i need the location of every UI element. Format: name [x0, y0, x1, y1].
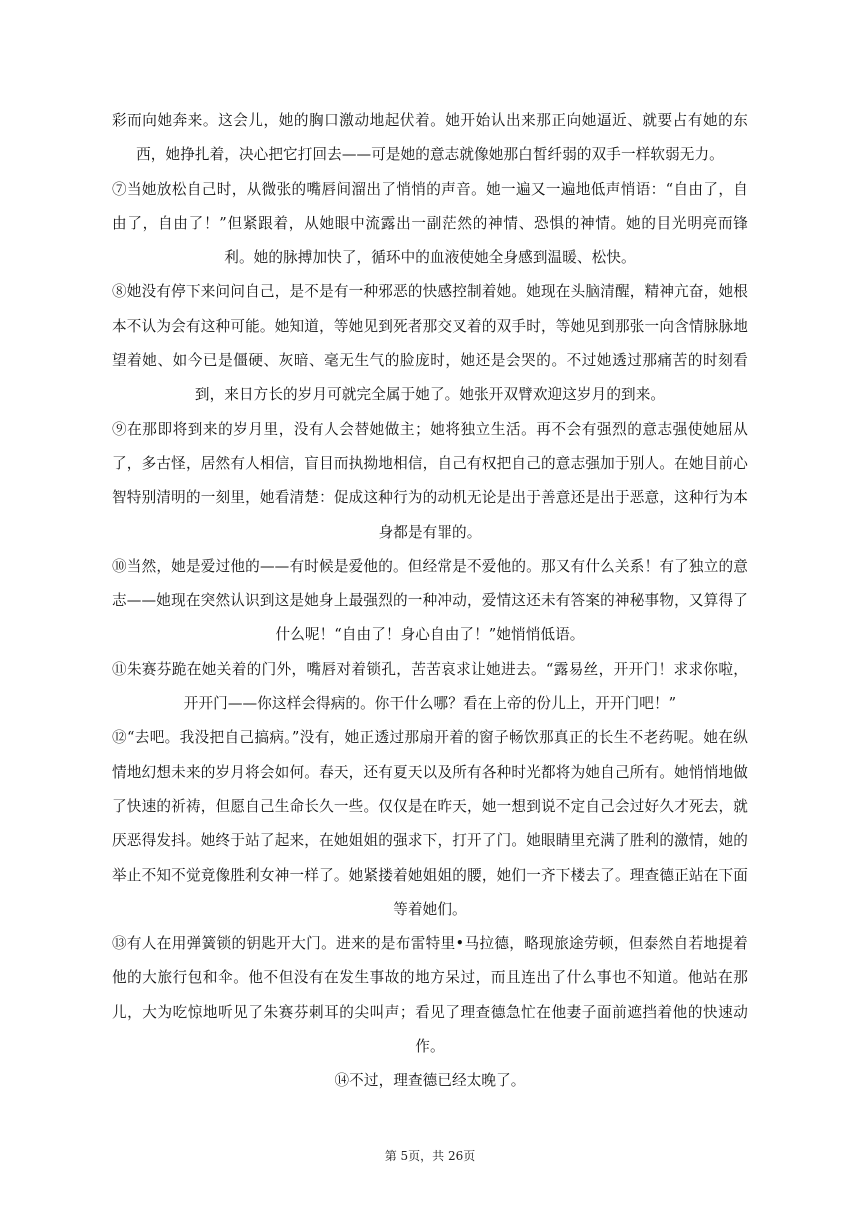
paragraph-7: ⑦当她放松自己时，从微张的嘴唇间溜出了悄悄的声音。她一遍又一遍地低声悄语：“自由了，自由了，自由了！”但紧跟着，从她眼中流露出一副茫然的神情、恐惧的神情。她的目光明亮而锋利。她的脉搏加快了，循环中的血液使她全身感到温暖、松快。: [112, 180, 748, 267]
paragraph-11: ⑪朱赛芬跪在她关着的门外，嘴唇对着锁孔，苦苦哀求让她进去。“露易丝，开开门！求求你啦，开开门——你这样会得病的。你干什么哪？看在上帝的份儿上，开开门吧！”: [112, 660, 748, 713]
paragraph-continuation: 彩而向她奔来。这会儿，她的胸口激动地起伏着。她开始认出来那正向她逼近、就要占有她的东西，她挣扎着，决心把它打回去——可是她的意志就像她那白皙纤弱的双手一样软弱无力。: [112, 112, 748, 164]
page-number: 第 5页，共 26页: [384, 1149, 476, 1163]
paragraph-14: ⑭不过，理查德已经太晚了。: [334, 1072, 526, 1090]
paragraph-10: ⑩当然，她是爱过他的——有时候是爱他的。但经常是不爱他的。那又有什么关系！有了独立的意志——她现在突然认识到这是她身上最强烈的一种冲动，爱情这还未有答案的神秘事物，又算得了什么呢！“自由了！身心自由了！”她悄悄低语。: [112, 557, 748, 644]
paragraph-8: ⑧她没有停下来问问自己，是不是有一种邪恶的快感控制着她。她现在头脑清醒，精神亢奋，她根本不认为会有这种可能。她知道，等她见到死者那交叉着的双手时，等她见到那张一向含情脉脉地望着她、如今已是僵硬、灰暗、毫无生气的脸庞时，她还是会哭的。不过她透过那痛苦的时刻看到，来日方长的岁月可就完全属于她了。她张开双臂欢迎这岁月的到来。: [112, 283, 748, 404]
page-footer: [0, 1148, 860, 1164]
paragraph-12: ⑫“去吧。我没把自己搞病。”没有，她正透过那扇开着的窗子畅饮那真正的长生不老药呢。她在纵情地幻想未来的岁月将会如何。春天，还有夏天以及所有各种时光都将为她自己所有。她悄悄地做了快速的祈祷，但愿自己生命长久一些。仅仅是在昨天，她一想到说不定自己会过好久才死去，就厌恶得发抖。她终于站了起来，在她姐姐的强求下，打开了门。她眼睛里充满了胜利的激情，她的举止不知不觉竟像胜利女神一样了。她紧搂着她姐姐的腰，她们一齐下楼去了。理查德正站在下面等着她们。: [112, 729, 748, 918]
document-body: [112, 104, 748, 1099]
paragraph-13: ⑬有人在用弹簧锁的钥匙开大门。进来的是布雷特里•马拉德，略现旅途劳顿，但泰然自若地提着他的大旅行包和伞。他不但没有在发生事故的地方呆过，而且连出了什么事也不知道。他站在那儿，大为吃惊地听见了朱赛芬刺耳的尖叫声；看见了理查德急忙在他妻子面前遮挡着他的快速动作。: [112, 935, 748, 1056]
paragraph-9: ⑨在那即将到来的岁月里，没有人会替她做主；她将独立生活。再不会有强烈的意志强使她屈从了，多古怪，居然有人相信，盲目而执拗地相信，自己有权把自己的意志强加于别人。在她目前心智特别清明的一刻里，她看清楚：促成这种行为的动机无论是出于善意还是出于恶意，这种行为本身都是有罪的。: [112, 420, 748, 541]
